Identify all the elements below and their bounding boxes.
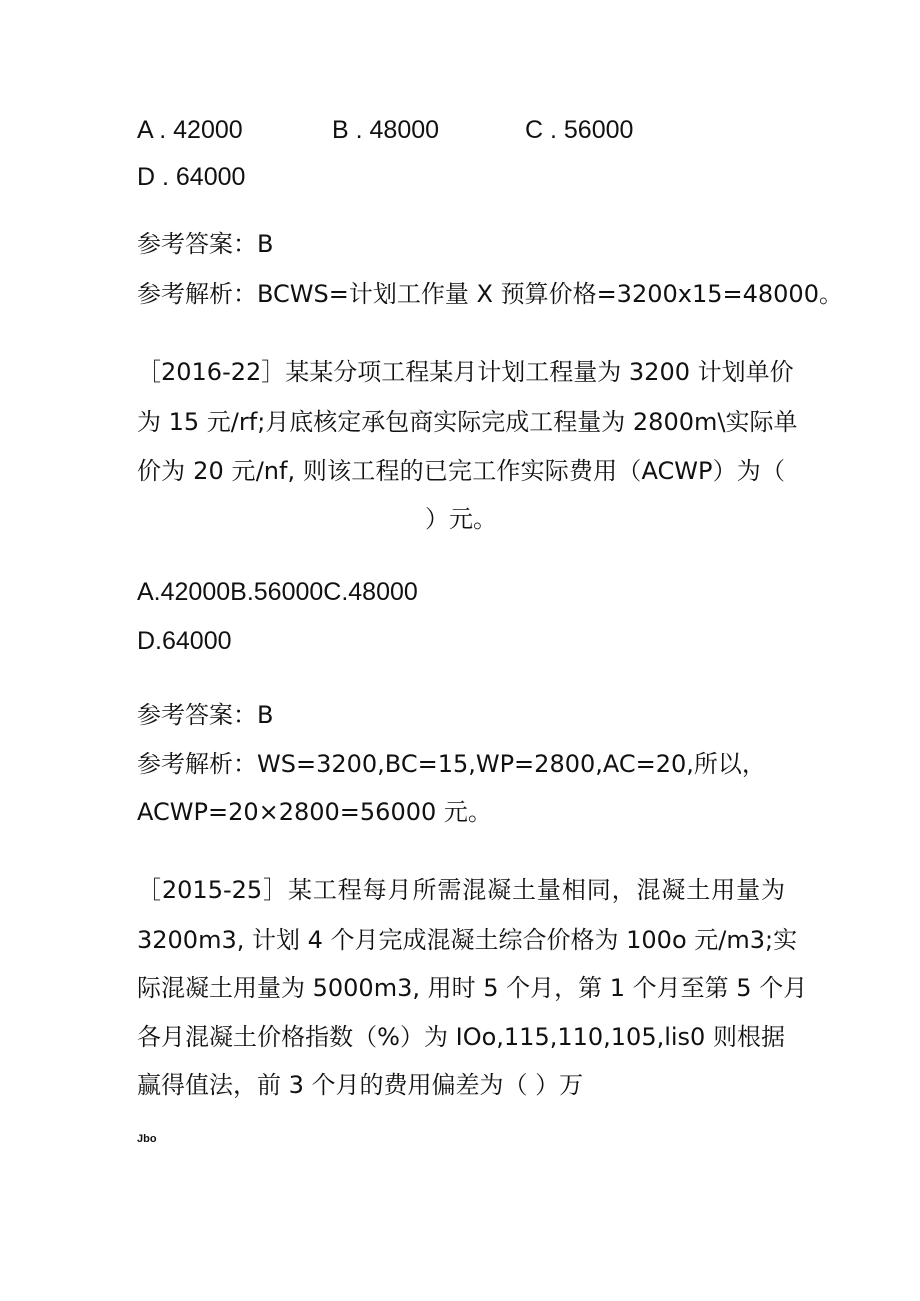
question-2-line-2: 为 15 元/rf;月底核定承包商实际完成工程量为 2800m\实际单 (137, 408, 798, 436)
question-2-line-1: ［2016-22］某某分项工程某月计划工程量为 3200 计划单价 (137, 358, 794, 386)
question-2-line-3: 价为 20 元/nf, 则该工程的已完工作实际费用（ACWP）为（ (137, 457, 785, 485)
answer-2: 参考答案：B (137, 701, 274, 729)
analysis-2-line-2: ACWP=20×2800=56000 元。 (137, 798, 492, 826)
answer-1: 参考答案：B (137, 230, 274, 258)
analysis-2-line-1: 参考解析：WS=3200,BC=15,WP=2800,AC=20,所以， (137, 750, 766, 778)
question-3-line-1: ［2015-25］某工程每月所需混凝土量相同，混凝土用量为 (137, 876, 785, 904)
option-a: A . 42000 (137, 116, 243, 144)
question-3-line-4: 各月混凝土价格指数（%）为 IOo,115,110,105,lis0 则根据 (137, 1023, 785, 1051)
question-2-line-4: ）元。 (425, 505, 497, 533)
question-3-line-3: 际混凝土用量为 5000m3, 用时 5 个月，第 1 个月至第 5 个月 (137, 974, 808, 1002)
question-2-option-d: D.64000 (137, 627, 232, 655)
question-3-line-2: 3200m3, 计划 4 个月完成混凝土综合价格为 100o 元/m3;实 (137, 926, 798, 954)
analysis-1: 参考解析：BCWS=计划工作量 X 预算价格=3200x15=48000。 (137, 280, 843, 308)
option-d: D . 64000 (137, 163, 246, 191)
question-2-options: A.42000B.56000C.48000 (137, 578, 418, 606)
option-b: B . 48000 (332, 116, 440, 144)
question-3-line-5: 赢得值法，前 3 个月的费用偏差为（ ）万 (137, 1071, 584, 1099)
footer-text: Jbo (137, 1133, 157, 1145)
option-c: C . 56000 (525, 116, 634, 144)
